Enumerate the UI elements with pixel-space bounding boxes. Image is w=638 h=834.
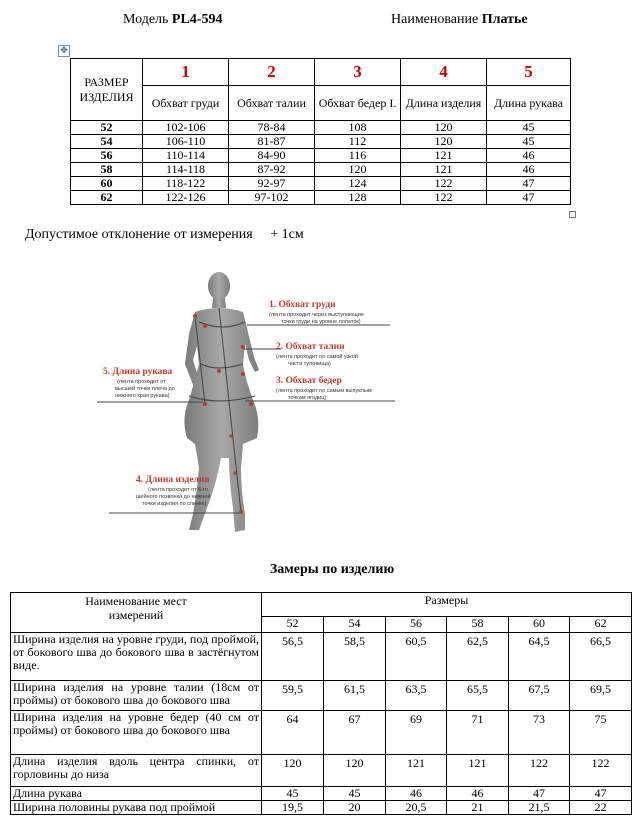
table-cell: 71	[447, 711, 509, 755]
table-cell: 120	[401, 121, 487, 135]
table-cell: 20,5	[386, 801, 447, 815]
table-cell: 122	[401, 191, 487, 205]
measurement-name: Ширина половины рукава под проймой	[11, 801, 262, 815]
size-cell: 62	[71, 191, 143, 205]
table-cell: 92-97	[229, 177, 315, 191]
product-name-line	[391, 12, 528, 28]
measurements-table	[10, 592, 632, 815]
col-number: 5	[487, 59, 571, 86]
label-length-sub1: (лента проходит от 6-го	[148, 487, 208, 493]
label-sleeve-title: 5. Длина рукава	[103, 367, 173, 377]
table-cell: 116	[315, 149, 401, 163]
measurement-name: Длина изделия вдоль центра спинки, от горловины до низа	[11, 755, 262, 787]
measurement-name: Ширина изделия на уровне груди, под проймой, от бокового шва до бокового шва в застёгнутом виде.	[11, 633, 262, 681]
label-hips-sub2: точкам ягодиц)	[288, 395, 327, 401]
table-cell: 120	[324, 755, 386, 787]
table-cell: 75	[570, 711, 632, 755]
tolerance-line	[25, 227, 304, 243]
label-hips-title: 3. Обхват бедер	[276, 376, 342, 386]
table-cell: 63,5	[386, 681, 447, 711]
table-cell: 122-126	[143, 191, 229, 205]
model-value: PL4-594	[171, 12, 223, 27]
col-name: Обхват талии	[229, 86, 315, 121]
sizes-header: Размеры	[262, 593, 632, 617]
product-name-label: Наименование	[391, 12, 479, 27]
label-sleeve-sub2: высшей точки плеча до	[115, 386, 175, 392]
tolerance-text: Допустимое отклонение от измерения	[25, 227, 253, 242]
table-cell: 46	[487, 163, 571, 177]
table-cell: 122	[509, 755, 570, 787]
table-cell: 122	[401, 177, 487, 191]
table-cell: 69,5	[570, 681, 632, 711]
table-cell: 45	[324, 787, 386, 801]
col-name: Обхват груди	[143, 86, 229, 121]
label-hips-sub1: (лента проходит по самым выпуклым	[276, 388, 372, 394]
table-cell: 46	[447, 787, 509, 801]
table-cell: 121	[401, 149, 487, 163]
model-label: Модель	[123, 12, 169, 27]
label-sleeve-sub1: (лента проходит от	[117, 379, 166, 385]
tolerance-value: + 1см	[270, 227, 304, 242]
table-cell: 46	[386, 787, 447, 801]
size-cell: 54	[71, 135, 143, 149]
table-cell: 45	[487, 121, 571, 135]
model-line	[123, 12, 222, 28]
size-cell: 58	[71, 163, 143, 177]
table-cell: 45	[262, 787, 324, 801]
measurement-name: Ширина изделия на уровне бедер (40 см от проймы) от бокового шва до бокового шва	[11, 711, 262, 755]
label-chest-sub1: (лента проходит через выступающие	[269, 312, 364, 318]
table-cell: 73	[509, 711, 570, 755]
table-cell: 47	[487, 177, 571, 191]
label-length-sub2: шейного позвонка до нижней	[136, 494, 211, 500]
table-row	[11, 681, 632, 711]
table-cell: 121	[401, 163, 487, 177]
table-cell: 124	[315, 177, 401, 191]
table-cell: 108	[315, 121, 401, 135]
label-waist-sub2: части туловища)	[288, 361, 331, 367]
table-cell: 66,5	[570, 633, 632, 681]
product-name-value: Платье	[481, 12, 528, 27]
col-number: 2	[229, 59, 315, 86]
table-cell: 46	[487, 149, 571, 163]
label-waist-title: 2. Обхват талии	[276, 342, 345, 352]
table-cell: 81-87	[229, 135, 315, 149]
table-cell: 106-110	[143, 135, 229, 149]
table-cell: 78-84	[229, 121, 315, 135]
size-cell: 56	[71, 149, 143, 163]
table-cell: 65,5	[447, 681, 509, 711]
table-cell: 19,5	[262, 801, 324, 815]
table-cell: 64	[262, 711, 324, 755]
size-table	[70, 58, 571, 205]
table-cell: 47	[487, 191, 571, 205]
label-length-sub3: точки изделия по спинке)	[142, 501, 207, 507]
table-cell: 21	[447, 801, 509, 815]
table-cell: 58,5	[324, 633, 386, 681]
table-move-handle-icon[interactable]: ✥	[58, 45, 70, 57]
table-cell: 45	[487, 135, 571, 149]
table-cell: 114-118	[143, 163, 229, 177]
size-header: РАЗМЕР ИЗДЕЛИЯ	[71, 59, 143, 121]
col-name: Длина изделия	[401, 86, 487, 121]
measurements-title: Замеры по изделию	[269, 562, 395, 577]
table-row	[11, 801, 632, 815]
table-cell: 102-106	[143, 121, 229, 135]
table-cell: 122	[570, 755, 632, 787]
table-cell: 67	[324, 711, 386, 755]
size-col: 54	[324, 617, 386, 633]
col-number: 3	[315, 59, 401, 86]
table-cell: 64,5	[509, 633, 570, 681]
table-cell: 47	[570, 787, 632, 801]
size-col: 56	[386, 617, 447, 633]
table-cell: 120	[315, 163, 401, 177]
table-row	[11, 755, 632, 787]
table-row	[11, 633, 632, 681]
name-header: Наименование мест измерений	[11, 593, 262, 633]
size-col: 52	[262, 617, 324, 633]
table-cell: 128	[315, 191, 401, 205]
col-number: 4	[401, 59, 487, 86]
table-cell: 112	[315, 135, 401, 149]
measurement-name: Ширина изделия на уровне талии (18см от проймы) от бокового шва до бокового шва	[11, 681, 262, 711]
table-cell: 61,5	[324, 681, 386, 711]
table-resize-handle[interactable]	[569, 211, 576, 218]
table-cell: 120	[262, 755, 324, 787]
table-cell: 20	[324, 801, 386, 815]
col-name: Обхват бедер I.	[315, 86, 401, 121]
table-cell: 87-92	[229, 163, 315, 177]
size-col: 58	[447, 617, 509, 633]
size-cell: 60	[71, 177, 143, 191]
table-cell: 62,5	[447, 633, 509, 681]
measurement-name: Длина рукава	[11, 787, 262, 801]
table-cell: 56,5	[262, 633, 324, 681]
table-cell: 59,5	[262, 681, 324, 711]
label-chest-sub2: точки груди на уровне лопаток)	[281, 319, 361, 325]
size-cell: 52	[71, 121, 143, 135]
size-col: 60	[509, 617, 570, 633]
table-cell: 121	[386, 755, 447, 787]
table-cell: 60,5	[386, 633, 447, 681]
col-number: 1	[143, 59, 229, 86]
size-col: 62	[570, 617, 632, 633]
table-cell: 121	[447, 755, 509, 787]
table-row	[11, 787, 632, 801]
label-chest-title: 1. Обхват груди	[269, 300, 336, 310]
label-waist-sub1: (лента проходит по самой узкой	[276, 354, 358, 360]
label-length-title: 4. Длина изделия	[136, 475, 210, 485]
table-row	[11, 711, 632, 755]
table-cell: 118-122	[143, 177, 229, 191]
table-cell: 21,5	[509, 801, 570, 815]
table-cell: 97-102	[229, 191, 315, 205]
table-cell: 47	[509, 787, 570, 801]
table-cell: 84-90	[229, 149, 315, 163]
label-sleeve-sub3: нижнего края рукава)	[115, 393, 170, 399]
table-cell: 120	[401, 135, 487, 149]
table-cell: 110-114	[143, 149, 229, 163]
body-measurement-figure	[95, 268, 405, 550]
table-cell: 22	[570, 801, 632, 815]
table-cell: 69	[386, 711, 447, 755]
col-name: Длина рукава	[487, 86, 571, 121]
table-cell: 67,5	[509, 681, 570, 711]
